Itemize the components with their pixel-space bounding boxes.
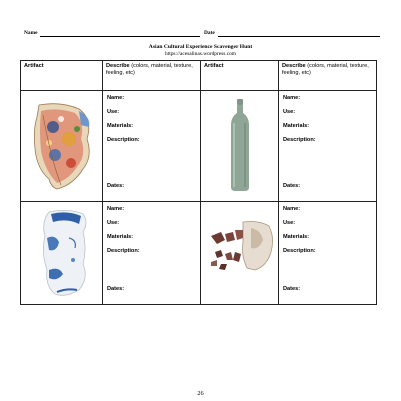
use-field-label: Use: xyxy=(283,220,296,226)
materials-field-label: Materials: xyxy=(107,234,134,240)
describe-cell[interactable] xyxy=(103,91,201,202)
artifact-cell xyxy=(201,91,279,202)
dates-field-label: Dates: xyxy=(283,286,301,292)
describe-cell[interactable] xyxy=(279,202,377,305)
page-number: 26 xyxy=(197,390,204,397)
dates-field-label: Dates: xyxy=(283,183,301,189)
description-field-label: Description: xyxy=(107,137,140,143)
table-header-row xyxy=(21,61,377,91)
description-field-label: Description: xyxy=(107,248,140,254)
name-blank[interactable] xyxy=(40,36,200,37)
table-row xyxy=(21,202,377,305)
name-field-label: Name: xyxy=(283,95,301,101)
celadon-bottle-icon xyxy=(229,99,251,193)
description-field-label: Description: xyxy=(283,248,316,254)
name-date-line xyxy=(24,30,380,40)
table-row xyxy=(21,91,377,202)
date-blank[interactable] xyxy=(218,36,380,37)
name-field-label: Name: xyxy=(107,95,125,101)
artifact-cell xyxy=(21,202,103,305)
name-field-label: Name: xyxy=(107,206,125,212)
artifact-cell xyxy=(21,91,103,202)
pottery-shards-icon xyxy=(207,220,275,272)
materials-field-label: Materials: xyxy=(283,123,310,129)
blue-white-porcelain-fragment-icon xyxy=(39,208,91,298)
use-field-label: Use: xyxy=(107,220,120,226)
describe-cell[interactable] xyxy=(103,202,201,305)
use-field-label: Use: xyxy=(107,109,120,115)
column-header-describe: Describe (colors, material, texture, feeling, etc) xyxy=(279,61,377,91)
materials-field-label: Materials: xyxy=(107,123,134,129)
name-field-label: Name: xyxy=(283,206,301,212)
page-subtitle: https://acesalinas.wordpress.com xyxy=(165,51,236,57)
dates-field-label: Dates: xyxy=(107,286,125,292)
column-header-describe: Describe (colors, material, texture, feeling, etc) xyxy=(103,61,201,91)
use-field-label: Use: xyxy=(283,109,296,115)
description-field-label: Description: xyxy=(283,137,316,143)
painted-porcelain-fragment-icon xyxy=(31,99,97,191)
materials-field-label: Materials: xyxy=(283,234,310,240)
name-label: Name xyxy=(24,30,38,36)
date-label: Date xyxy=(204,30,215,36)
dates-field-label: Dates: xyxy=(107,183,125,189)
describe-cell[interactable] xyxy=(279,91,377,202)
column-header-artifact: Artifact xyxy=(201,61,279,91)
scavenger-hunt-table xyxy=(20,60,377,305)
artifact-cell xyxy=(201,202,279,305)
page-title: Asian Cultural Experience Scavenger Hunt xyxy=(148,44,253,50)
column-header-artifact: Artifact xyxy=(21,61,103,91)
